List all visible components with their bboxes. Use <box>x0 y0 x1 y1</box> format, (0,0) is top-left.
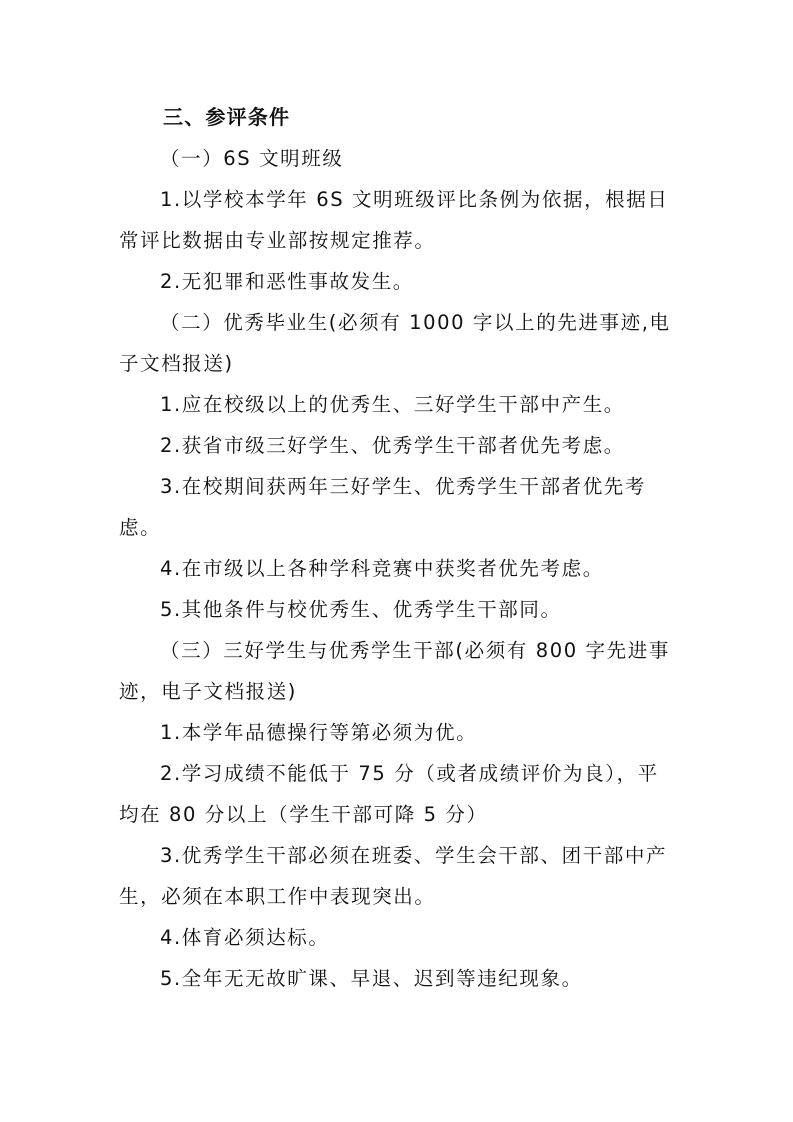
paragraph: 3.优秀学生干部必须在班委、学生会干部、团干部中产生，必须在本职工作中表现突出。 <box>119 844 668 908</box>
paragraph: 4.在市级以上各种学科竞赛中获奖者优先考虑。 <box>160 557 604 580</box>
paragraph: 5.全年无无故旷课、早退、迟到等违纪现象。 <box>160 967 583 990</box>
paragraph: 1.以学校本学年 6S 文明班级评比条例为依据，根据日常评比数据由专业部按规定推荐。 <box>119 188 669 252</box>
subsection-heading-merit-student: （三）三好学生与优秀学生干部(必须有 800 字先进事迹，电子文档报送) <box>119 639 670 703</box>
paragraph: 1.应在校级以上的优秀生、三好学生干部中产生。 <box>160 393 625 416</box>
paragraph: 3.在校期间获两年三好学生、优秀学生干部者优先考虑。 <box>119 475 647 539</box>
paragraph: 2.学习成绩不能低于 75 分（或者成绩评价为良），平均在 80 分以上（学生干部可降 5 分） <box>119 762 659 826</box>
subsection-heading-civilized-class: （一）6S 文明班级 <box>160 147 344 170</box>
subsection-heading-outstanding-graduate: （二）优秀毕业生(必须有 1000 字以上的先进事迹,电子文档报送) <box>119 311 671 375</box>
paragraph: 2.无犯罪和恶性事故发生。 <box>160 270 414 293</box>
paragraph: 5.其他条件与校优秀生、优秀学生干部同。 <box>160 598 562 621</box>
paragraph: 2.获省市级三好学生、优秀学生干部者优先考虑。 <box>160 434 625 457</box>
paragraph: 4.体育必须达标。 <box>160 926 330 949</box>
paragraph: 1.本学年品德操行等第必须为优。 <box>160 721 478 744</box>
document-body <box>119 98 679 999</box>
section-heading: 三、参评条件 <box>163 105 291 129</box>
